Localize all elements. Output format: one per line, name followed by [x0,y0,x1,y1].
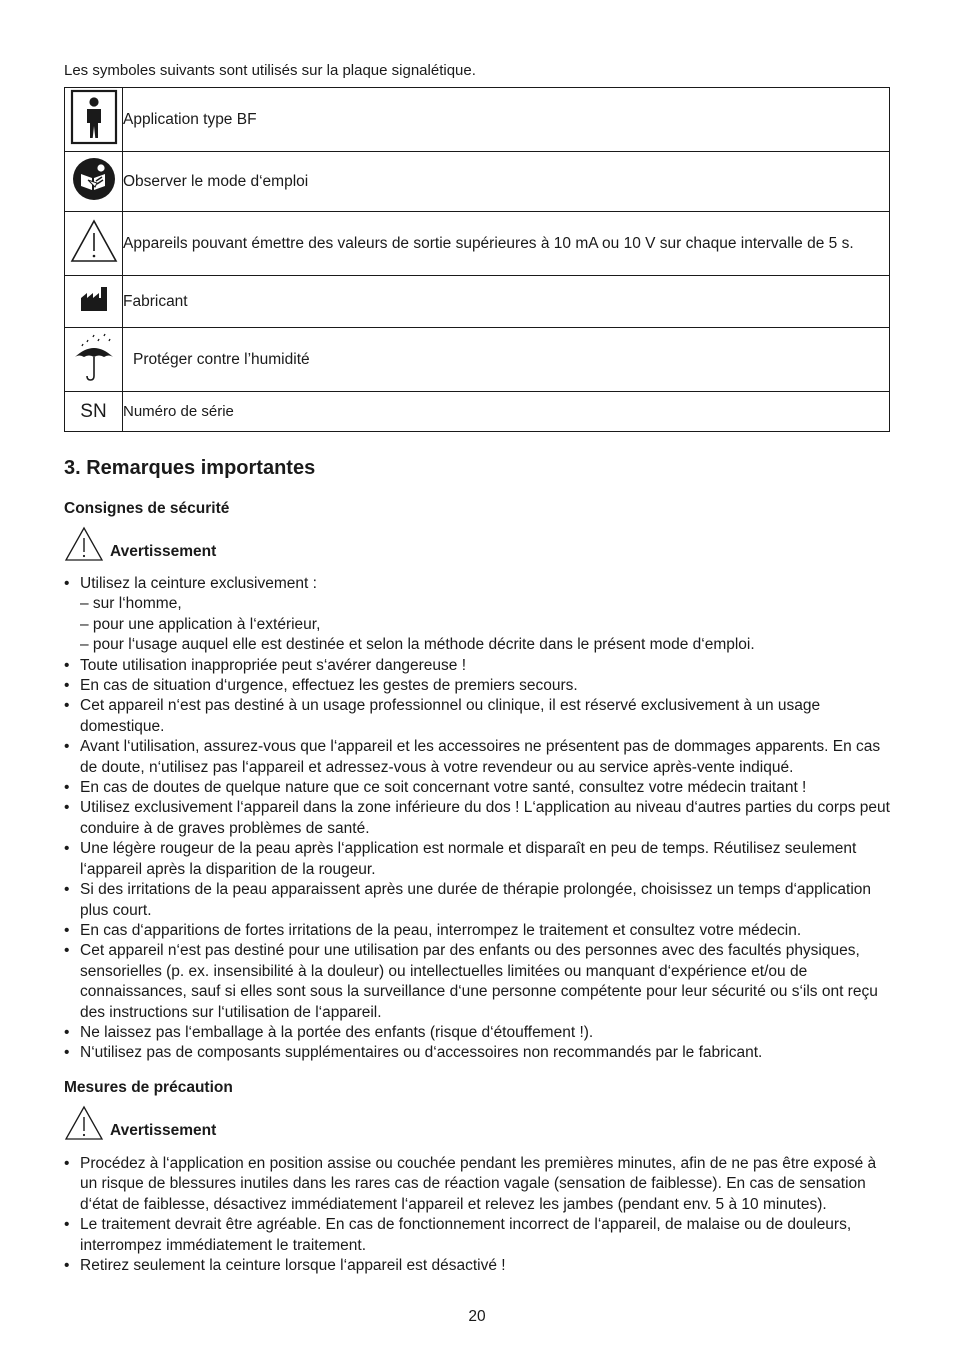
list-item: • Si des irritations de la peau apparaissent après une durée de thérapie prolongée, choisissez un temps d‘application plus court. [64,880,890,921]
list-item: • Ne laissez pas l‘emballage à la portée des enfants (risque d‘étouffement !). [64,1023,890,1043]
sub-list-item: – pour l‘usage auquel elle est destinée et selon la méthode décrite dans le présent mode d‘emploi. [80,636,755,654]
list-item: • Utilisez exclusivement l‘appareil dans la zone inférieure du dos ! L‘application au niveau d‘autres parties du corps peut conduire à de graves problèmes de santé. [64,798,890,839]
list-item: • En cas de doutes de quelque nature que ce soit concernant votre santé, consultez votre médecin traitant ! [64,778,890,798]
list-item: • Retirez seulement la ceinture lorsque l‘appareil est désactivé ! [64,1256,890,1276]
precaution-heading: Mesures de précaution [64,1079,233,1096]
warning-triangle-icon [64,526,104,562]
list-item: • Une légère rougeur de la peau après l‘application est normale et disparaît en peu de temps. Réutilisez seulement l‘appareil après la disparition de la rougeur. [64,839,890,880]
symbol-description: Protéger contre l’humidité [123,328,890,392]
warning-label: Avertissement [110,543,217,560]
page-number: 20 [468,1308,486,1325]
instruction-manual-icon [72,157,116,201]
precaution-warning [64,1105,216,1141]
safety-heading: Consignes de sécurité [64,500,230,517]
sub-list [80,594,890,655]
sub-list-item: – pour une application à l‘extérieur, [80,615,321,633]
symbol-description: Numéro de série [123,392,890,432]
symbols-table [64,87,890,432]
sub-list-item: – sur l‘homme, [80,595,182,613]
list-item: • Utilisez la ceinture exclusivement : – sur l‘homme, – pour une application à l‘extérieur, – pour l‘usage auquel elle est destinée et selon la méthode décrite dans le présent mode d‘emploi. [64,574,890,656]
list-item: • Cet appareil n‘est pas destiné à un usage professionnel ou clinique, il est réservé exclusivement à un usage domestique. [64,696,890,737]
list-item: • Procédez à l‘application en position assise ou couchée pendant les premières minutes, afin de ne pas être exposé à un risque de blessures inutiles dans les rares cas de réaction vagale (sensation de faiblesse). En cas de sensation d‘état de faiblesse, désactivez immédiatement l‘appareil et relevez les jambes (pendant env. 5 à 10 minutes). [64,1154,890,1215]
list-item: • Le traitement devrait être agréable. En cas de fonctionnement incorrect de l‘appareil, de malaise ou de douleurs, interrompez immédiatement le traitement. [64,1215,890,1256]
manufacturer-factory-icon [80,286,108,312]
precaution-list [64,1154,890,1276]
list-item: • En cas d‘apparitions de fortes irritations de la peau, interrompez le traitement et consultez votre médecin. [64,921,890,941]
applied-part-type-bf-icon [70,89,118,145]
list-item: • En cas de situation d‘urgence, effectuez les gestes de premiers secours. [64,676,890,696]
warning-triangle-icon [69,218,119,264]
list-item: • Avant l‘utilisation, assurez-vous que l‘appareil et les accessoires ne présentent pas de dommages apparents. En cas de doute, n‘utilisez pas l‘appareil et adressez-vous à votre revendeur ou au service après-vente indiqué. [64,737,890,778]
warning-triangle-icon [64,1105,104,1141]
safety-warning [64,526,216,562]
warning-label: Avertissement [110,1122,217,1139]
symbols-intro: Les symboles suivants sont utilisés sur la plaque signalétique. [64,62,476,79]
symbol-description: Appareils pouvant émettre des valeurs de sortie supérieures à 10 mA ou 10 V sur chaque intervalle de 5 s. [123,212,890,276]
symbol-row [65,276,890,328]
symbol-description: Fabricant [123,276,890,328]
symbol-row [65,88,890,152]
symbol-row [65,328,890,392]
keep-dry-umbrella-icon [72,331,116,383]
serial-number-symbol: SN [65,392,123,432]
symbol-row [65,392,890,432]
symbol-row [65,212,890,276]
list-item: • Toute utilisation inappropriée peut s‘avérer dangereuse ! [64,656,890,676]
symbol-description: Application type BF [123,88,890,152]
section-title: 3. Remarques importantes [64,457,316,479]
symbol-description: Observer le mode d‘emploi [123,152,890,212]
list-item: • Cet appareil n‘est pas destiné pour une utilisation par des enfants ou des personnes avec des facultés physiques, sensorielles (p. ex. insensibilité à la douleur) ou intellectuelles limitées ou manquant d‘expérience et/ou de connaissances, sauf si elles sont sous la surveillance d‘une personne compétente pour leur sécurité ou s‘ils ont reçu des instructions sur l‘utilisation de l‘appareil. [64,941,890,1023]
list-item: • N‘utilisez pas de composants supplémentaires ou d‘accessoires non recommandés par le fabricant. [64,1043,890,1063]
symbol-row [65,152,890,212]
safety-list [64,574,890,1064]
